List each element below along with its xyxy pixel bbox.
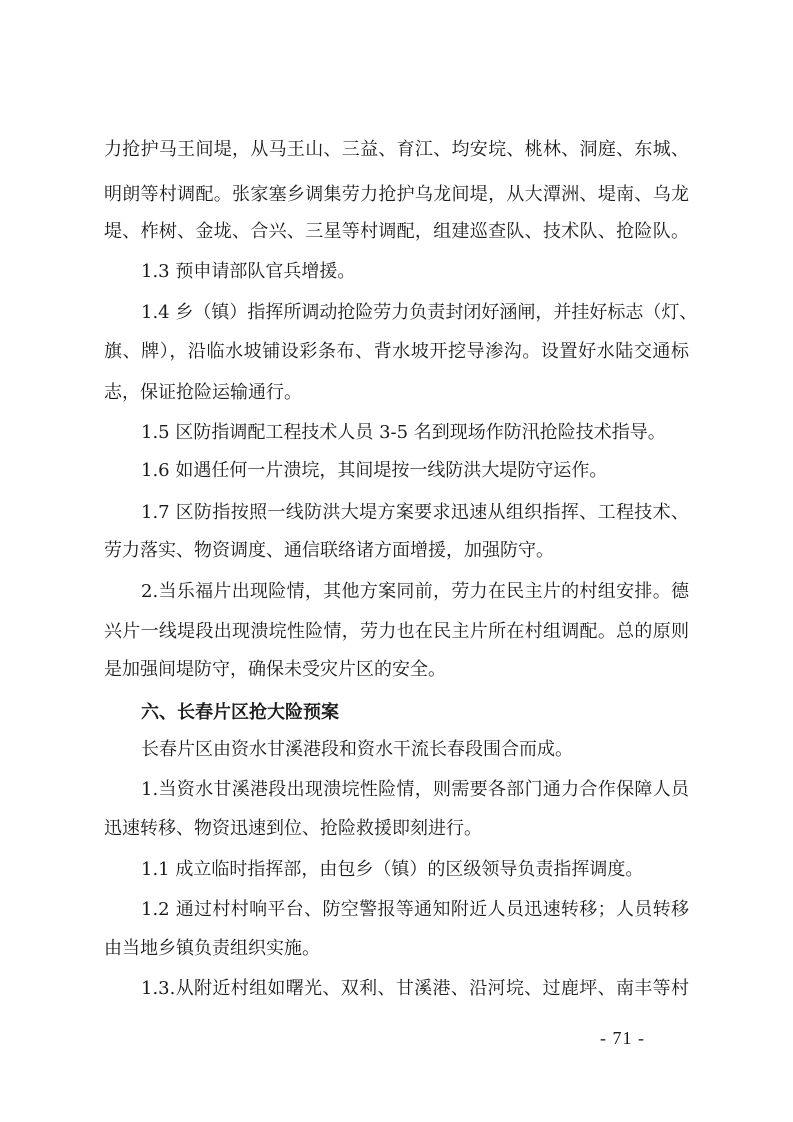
body-line-5: 1.4 乡（镇）指挥所调动抢险劳力负责封闭好涵闸，并挂好标志（灯、 (141, 302, 698, 323)
section-heading: 六、长春片区抢大险预案 (141, 702, 339, 723)
body-line-7: 志，保证抢险运输通行。 (104, 382, 302, 403)
body-line-9: 1.6 如遇任何一片溃垸，其间堤按一线防洪大堤防守运作。 (141, 460, 608, 481)
body-line-10: 1.7 区防指按照一线防洪大堤方案要求迅速从组织指挥、工程技术、 (141, 502, 689, 523)
body-line-6: 旗、牌），沿临水坡铺设彩条布、背水坡开挖导渗沟。设置好水陆交通标 (104, 341, 689, 362)
body-line-11: 劳力落实、物资调度、通信联络诸方面增援，加强防守。 (104, 540, 554, 561)
body-line-3: 堤、柞树、金垅、合兴、三星等村调配，组建巡查队、技术队、抢险队。 (104, 221, 689, 242)
body-line-20: 1.2 通过村村响平台、防空警报等通知附近人员迅速转移；人员转移 (141, 899, 689, 920)
body-line-19: 1.1 成立临时指挥部，由包乡（镇）的区级领导负责指挥调度。 (141, 859, 644, 880)
body-line-2: 明朗等村调配。张家塞乡调集劳力抢护乌龙间堤，从大潭洲、堤南、乌龙 (104, 184, 689, 205)
body-line-18: 迅速转移、物资迅速到位、抢险救援即刻进行。 (104, 818, 482, 839)
body-line-8: 1.5 区防指调配工程技术人员 3-5 名到现场作防汛抢险技术指导。 (141, 422, 666, 443)
body-line-17: 1.当资水甘溪港段出现溃垸性险情，则需要各部门通力合作保障人员 (141, 779, 689, 800)
body-line-12: 2.当乐福片出现险情，其他方案同前，劳力在民主片的村组安排。德 (141, 581, 689, 602)
body-line-16: 长春片区由资水甘溪港段和资水干流长春段围合而成。 (141, 739, 573, 760)
body-line-4: 1.3 预申请部队官兵增援。 (141, 261, 356, 282)
body-line-21: 由当地乡镇负责组织实施。 (104, 938, 320, 959)
body-line-14: 是加强间堤防守，确保未受灾片区的安全。 (104, 659, 446, 680)
body-line-22: 1.3.从附近村组如曙光、双利、甘溪港、沿河垸、过鹿坪、南丰等村 (141, 978, 689, 999)
body-line-13: 兴片一线堤段出现溃垸性险情，劳力也在民主片所在村组调配。总的原则 (104, 621, 689, 642)
body-line-1: 力抢护马王间堤，从马王山、三益、育江、均安垸、桃林、洞庭、东城、 (104, 139, 689, 160)
page-number: - 71 - (600, 1028, 645, 1048)
